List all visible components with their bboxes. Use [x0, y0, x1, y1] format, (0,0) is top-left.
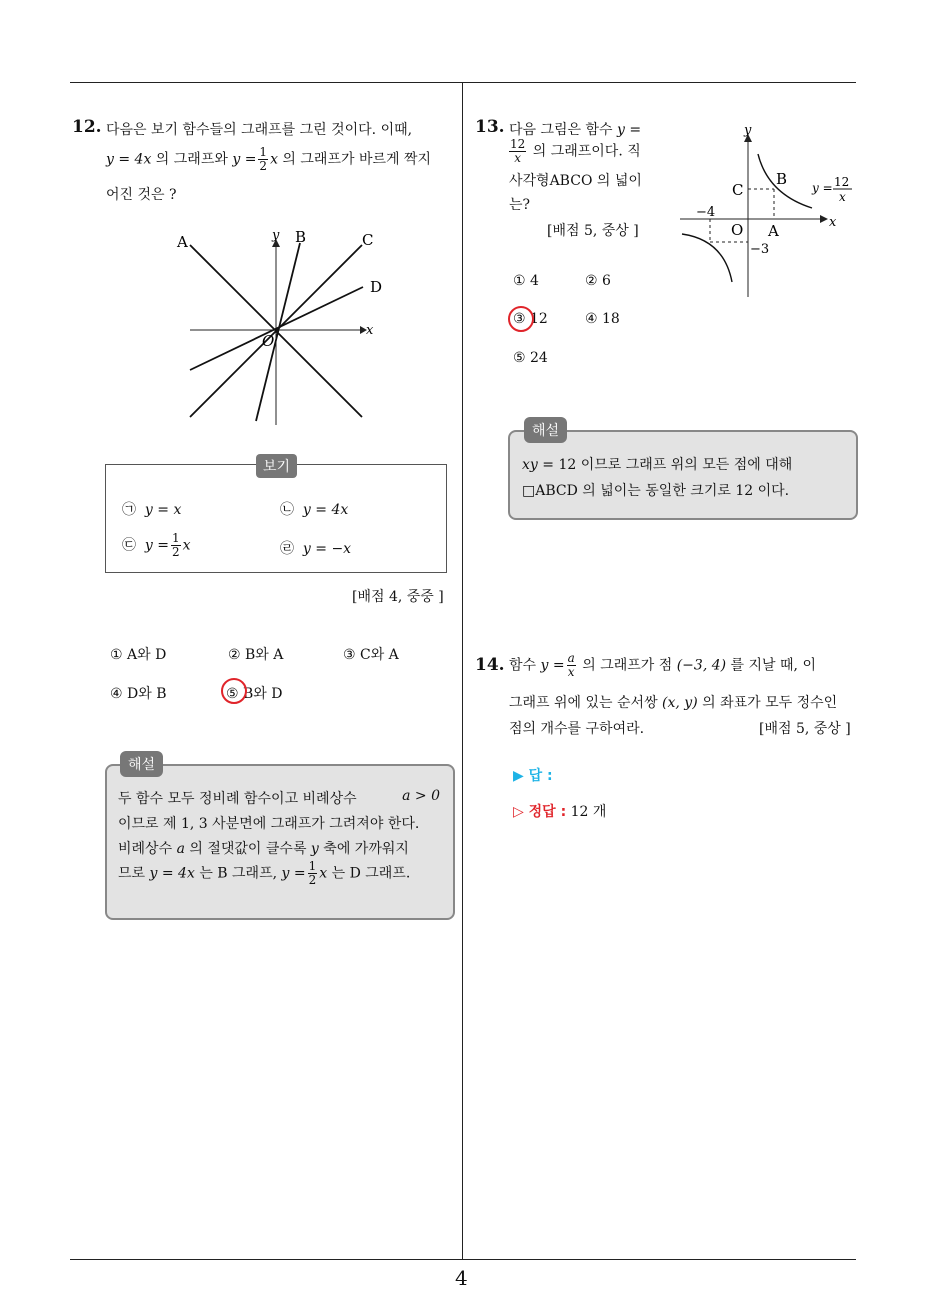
label-O: O: [262, 332, 275, 350]
top-rule: [70, 82, 856, 83]
q13-choice-3[interactable]: ③ 12: [513, 311, 548, 327]
q13-choice-2[interactable]: ② 6: [585, 273, 611, 289]
q14-answer-label: ▶ 답 :: [513, 768, 553, 784]
q12-graph: [170, 225, 383, 430]
q13-explanation-title: 해설: [524, 417, 567, 443]
label-fn-num: 12: [834, 175, 850, 189]
q12-number: 12.: [72, 117, 102, 137]
q13-selected-answer-mark: [508, 306, 534, 332]
q12-choice-4[interactable]: ④ D와 B: [110, 686, 167, 702]
q14-line1: 함수 y = $\frac{a}{x}$ 의 그래프가 점 (−3, 4) 를 지날 때, 이: [509, 651, 816, 679]
q12-line2: y = 4x 의 그래프와 y = $\frac{1}{2}$ x 의 그래프가 바르게 짝지: [106, 145, 432, 173]
label-B: B: [295, 228, 307, 246]
q12-choice-5[interactable]: ⑤ B와 D: [226, 686, 283, 702]
q13-exp-line2: □ABCD 의 넓이는 동일한 크기로 12 이다.: [522, 483, 790, 499]
q13-choice-5[interactable]: ⑤ 24: [513, 350, 548, 366]
q13-line4: 는?: [509, 197, 531, 213]
q14-number: 14.: [475, 655, 505, 675]
label-x: x: [829, 215, 837, 230]
q12-explanation-title: 해설: [120, 751, 163, 777]
label-A: A: [177, 233, 188, 251]
q13-graph: [672, 122, 862, 302]
page-number: 4: [455, 1266, 468, 1290]
q14-correct: [513, 801, 606, 821]
label-A: A: [768, 222, 779, 240]
bogi-item-3: ㉢ y = $\frac{1}{2}$ x: [122, 531, 191, 559]
label-D: D: [370, 278, 383, 296]
column-divider: [462, 82, 463, 1260]
label-minus3: −3: [750, 242, 770, 257]
q12-exp-line1: 두 함수 모두 정비례 함수이고 비례상수 a > 0: [118, 788, 440, 807]
bogi-title: 보기: [256, 454, 297, 478]
bogi-item-2: ㉡ y = 4x: [280, 502, 349, 518]
q12-choice-1[interactable]: ① A와 D: [110, 647, 167, 663]
bogi-item-4: ㉣ y = −x: [280, 541, 352, 557]
label-C: C: [362, 231, 374, 249]
label-C: C: [732, 181, 744, 199]
q13-explanation-box: [508, 430, 858, 520]
q13-choice-1[interactable]: ① 4: [513, 273, 539, 289]
q14-line3: 점의 개수를 구하여라.: [509, 721, 645, 737]
bottom-rule: [70, 1259, 856, 1260]
q12-exp-line2: 이므로 제 1, 3 사분면에 그래프가 그려져야 한다.: [118, 816, 420, 832]
q12-selected-answer-mark: [221, 678, 247, 704]
q13-line2: $\frac{12}{x}$ 의 그래프이다. 직: [510, 137, 641, 165]
q12-exp-line3: 비례상수 a 의 절댓값이 클수록 y 축에 가까워지: [118, 841, 409, 857]
hyperbola-q3: [682, 234, 732, 282]
q12-line1: 다음은 보기 함수들의 그래프를 그린 것이다. 이때,: [106, 122, 413, 138]
q12-choice-3[interactable]: ③ C와 A: [343, 647, 399, 663]
label-x: x: [366, 323, 374, 338]
q13-line1: 다음 그림은 함수 y =: [509, 122, 642, 138]
q13-number: 13.: [475, 117, 505, 137]
q12-exp-line4: 므로 y = 4x 는 B 그래프, y = $\frac{1}{2}$ x 는 D 그래프.: [118, 859, 411, 887]
q13-score: [배점 5, 중상 ]: [547, 223, 639, 239]
label-minus4: −4: [696, 205, 716, 220]
label-y: y: [744, 123, 752, 138]
q14-line2: 그래프 위에 있는 순서쌍 (x, y) 의 좌표가 모두 정수인: [509, 695, 838, 711]
label-y: y: [272, 228, 280, 243]
bogi-item-1: ㉠ y = x: [122, 502, 182, 518]
label-B: B: [776, 170, 788, 188]
q12-line3: 어진 것은 ?: [106, 187, 177, 203]
label-O: O: [731, 221, 744, 239]
label-fn-den: x: [839, 190, 846, 204]
q13-line3: 사각형ABCO 의 넓이: [509, 173, 642, 189]
q14-score: [배점 5, 중상 ]: [759, 721, 851, 737]
q14-correct-label: ▷ 정답 :: [513, 804, 567, 820]
x-axis-arrow: [820, 215, 828, 223]
q14-correct-value: 12 개: [570, 804, 607, 820]
label-fn: y =: [812, 181, 833, 195]
q12-choice-2[interactable]: ② B와 A: [228, 647, 284, 663]
q13-exp-line1: xy = 12 이므로 그래프 위의 모든 점에 대해: [522, 457, 793, 473]
q12-score: [배점 4, 중중 ]: [352, 589, 444, 605]
q13-choice-4[interactable]: ④ 18: [585, 311, 620, 327]
